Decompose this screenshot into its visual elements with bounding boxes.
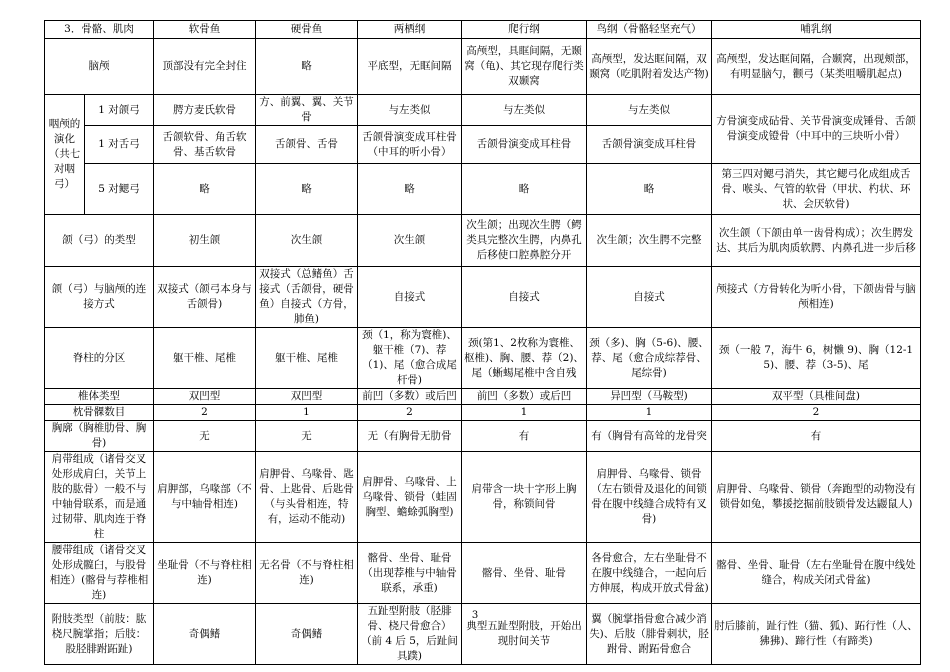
- table-cell: 有: [462, 421, 587, 452]
- header-cell: 鸟纲（骨骼轻坚充气）: [587, 21, 712, 39]
- table-cell: 2: [358, 405, 462, 421]
- table-row: [45, 328, 921, 389]
- table-cell: 与左类似: [587, 95, 712, 126]
- header-cell: 哺乳纲: [712, 21, 921, 39]
- table-cell: 躯干椎、尾椎: [256, 328, 358, 389]
- header-cell: 两栖纲: [358, 21, 462, 39]
- table-cell: 颈（一般 7，海牛 6，树懒 9)、胸（12-15)、腰、荐（3-5)、尾: [712, 328, 921, 389]
- table-row: [45, 543, 921, 604]
- table-cell: 髂骨、坐骨、耻骨（出现荐椎与中轴骨联系，承重): [358, 543, 462, 604]
- table-cell: 略: [358, 164, 462, 215]
- header-row: [45, 21, 921, 39]
- table-cell: 双平型（具椎间盘): [712, 389, 921, 405]
- table-cell: 颈（1，称为寰椎)、躯干椎（7)、荐（1)、尾（愈合成尾杆骨): [358, 328, 462, 389]
- row-label: 颌（弓）与脑颅的连接方式: [45, 267, 154, 328]
- table-cell: 1: [587, 405, 712, 421]
- table-cell: 腭方麦氏软骨: [154, 95, 256, 126]
- table-cell: 有: [712, 421, 921, 452]
- table-cell: 双凹型: [256, 389, 358, 405]
- row-label: 1 对颌弓: [85, 95, 154, 126]
- table-cell: 自接式: [462, 267, 587, 328]
- table-row: [45, 452, 921, 543]
- table-cell: 双接式（颌弓本身与舌颌骨): [154, 267, 256, 328]
- table-cell: 双接式（总鳍鱼）舌接式（舌颌骨，硬骨鱼）自接式（方骨，肺鱼): [256, 267, 358, 328]
- table-cell: 高颅型，发达眶间隔，双颞窝（吃肌附着发达产物): [587, 39, 712, 95]
- row-label: 腰带组成（诸骨交叉处形成髋臼，与股骨相连）(髂骨与荐椎相连): [45, 543, 154, 604]
- table-cell: 第三四对鳃弓消失，其它鳃弓化成组成舌骨、喉头、气管的软骨（甲状、杓状、环状、会厌软骨): [712, 164, 921, 215]
- table-cell: 高颅型，发达眶间隔，合颞窝，出现颊部，有明显脑勺，颧弓（某类咀嚼肌起点): [712, 39, 921, 95]
- header-cell: 3．骨骼、肌肉: [45, 21, 154, 39]
- table-cell: 无: [256, 421, 358, 452]
- table-cell: 五趾型附肢（胫腓骨、桡尺骨愈合）（前 4 后 5，后趾间具蹼): [358, 604, 462, 665]
- table-cell: 奇偶鳍: [256, 604, 358, 665]
- table-cell: 舌颌骨演变成耳柱骨: [462, 126, 587, 164]
- table-cell: 1: [256, 405, 358, 421]
- row-label: 椎体类型: [45, 389, 154, 405]
- table-cell: 典型五趾型附肢，开始出现肘间关节: [462, 604, 587, 665]
- table-cell: 2: [154, 405, 256, 421]
- table-cell: 肩胛部，乌喙部（不与中轴骨相连): [154, 452, 256, 543]
- table-cell: 肘后膝前，趾行性（猫、狐)、跖行性（人、狒狒)、蹄行性（有蹄类): [712, 604, 921, 665]
- table-cell: 次生颌；出现次生腭（鳄类具完整次生腭，内鼻孔后移使口腔鼻腔分开: [462, 215, 587, 267]
- table-cell: 双凹型: [154, 389, 256, 405]
- row-label: 5 对鳃弓: [85, 164, 154, 215]
- table-cell: 舌颌骨演变成耳柱骨（中耳的听小骨）: [358, 126, 462, 164]
- table-cell: 肩胛骨、乌喙骨、锁骨（奔跑型的动物没有锁骨如兔，攀援挖掘前肢锁骨发达鼹鼠人): [712, 452, 921, 543]
- table-cell: 略: [256, 164, 358, 215]
- table-cell: 次生颌: [256, 215, 358, 267]
- table-row: [45, 164, 921, 215]
- table-cell: 略: [256, 39, 358, 95]
- table-cell: 肩胛骨、乌喙骨、锁骨（左右锁骨及退化的间锁骨在腹中线缝合成特有叉骨): [587, 452, 712, 543]
- table-cell: 躯干椎、尾椎: [154, 328, 256, 389]
- table-cell: 无名骨（不与脊柱相连): [256, 543, 358, 604]
- table-cell: 略: [462, 164, 587, 215]
- table-row: [45, 215, 921, 267]
- skeleton-comparison-table: [44, 20, 921, 665]
- header-cell: 软骨鱼: [154, 21, 256, 39]
- table-cell: 自接式: [587, 267, 712, 328]
- table-cell: 舌颌软骨、角舌软骨、基舌软骨: [154, 126, 256, 164]
- table-row: [45, 39, 921, 95]
- row-label: 颌（弓）的类型: [45, 215, 154, 267]
- table-cell: 平底型，无眶间隔: [358, 39, 462, 95]
- table-cell: 次生颌；次生腭不完整: [587, 215, 712, 267]
- table-cell: 顶部没有完全封住: [154, 39, 256, 95]
- table-cell: 次生颌（下颌由单一齿骨构成）；次生腭发达、其后为肌肉质软腭、内鼻孔进一步后移: [712, 215, 921, 267]
- header-cell: 硬骨鱼: [256, 21, 358, 39]
- table-cell: 前凹（多数）或后凹: [358, 389, 462, 405]
- table-cell: 肩带含一块十字形上胸骨，称锁间骨: [462, 452, 587, 543]
- row-label: 肩带组成（诸骨交叉处形成肩臼，关节上肢的肱骨）一般不与中轴骨联系，而是通过韧带、肌肉连于脊柱: [45, 452, 154, 543]
- row-label: 枕骨髁数目: [45, 405, 154, 421]
- table-cell: 坐耻骨（不与脊柱相连): [154, 543, 256, 604]
- table-cell: 2: [712, 405, 921, 421]
- table-cell: 方骨演变成砧骨、关节骨演变成锤骨、舌颌骨演变成镫骨（中耳中的三块听小骨）: [712, 95, 921, 164]
- table-cell: 舌颌骨演变成耳柱骨: [587, 126, 712, 164]
- table-cell: 髂骨、坐骨、耻骨（左右坐耻骨在腹中线处缝合，构成关闭式骨盆): [712, 543, 921, 604]
- table-cell: 与左类似: [462, 95, 587, 126]
- table-cell: 次生颌: [358, 215, 462, 267]
- table-cell: 翼（腕掌指骨愈合减少消失)、后肢（腓骨刺状，胫跗骨、跗跖骨愈合: [587, 604, 712, 665]
- table-cell: 与左类似: [358, 95, 462, 126]
- table-cell: 颅接式（方骨转化为听小骨，下颌齿骨与脑颅相连): [712, 267, 921, 328]
- table-row: [45, 421, 921, 452]
- table-cell: 异凹型（马鞍型): [587, 389, 712, 405]
- row-label: 脊柱的分区: [45, 328, 154, 389]
- table-cell: 有（胸骨有高耸的龙骨突: [587, 421, 712, 452]
- table-row: [45, 405, 921, 421]
- table-cell: 各骨愈合，左右坐耻骨不在腹中线缝合，一起向后方伸展，构成开放式骨盆): [587, 543, 712, 604]
- table-cell: 高颅型，具眶间隔，无颞窝（龟)、其它现存爬行类双颞窝: [462, 39, 587, 95]
- table-cell: 髂骨、坐骨、耻骨: [462, 543, 587, 604]
- table-cell: 颈（多)、胸（5-6)、腰、荐、尾（愈合成综荐骨、尾综骨): [587, 328, 712, 389]
- row-label: 胸廓（胸椎肋骨、胸骨): [45, 421, 154, 452]
- table-cell: 舌颌骨、舌骨: [256, 126, 358, 164]
- table-cell: 略: [587, 164, 712, 215]
- table-cell: 肩胛骨、乌喙骨、匙骨、上匙骨、后匙骨（与头骨相连，特有，运动不能动): [256, 452, 358, 543]
- table-cell: 颈(第1、2枚称为寰椎、枢椎)、胸、腰、荐（2)、尾（蜥蜴尾椎中含自残: [462, 328, 587, 389]
- table-cell: 无（有胸骨无肋骨: [358, 421, 462, 452]
- table-cell: 略: [154, 164, 256, 215]
- table-cell: 初生颌: [154, 215, 256, 267]
- table-cell: 自接式: [358, 267, 462, 328]
- table-row: [45, 389, 921, 405]
- row-group-label: 咽颅的演化（共七对咽弓）: [45, 95, 85, 215]
- table-row: [45, 95, 921, 126]
- table-cell: 方、前翼、翼、关节骨: [256, 95, 358, 126]
- table-cell: 肩胛骨、乌喙骨、上乌喙骨、锁骨（蛙固胸型、蟾蜍弧胸型): [358, 452, 462, 543]
- table-row: [45, 267, 921, 328]
- table-cell: 1: [462, 405, 587, 421]
- table-cell: 无: [154, 421, 256, 452]
- header-cell: 爬行纲: [462, 21, 587, 39]
- row-label: 附肢类型（前肢：肱桡尺腕掌指；后肢：股胫腓跗跖趾): [45, 604, 154, 665]
- row-label: 1 对舌弓: [85, 126, 154, 164]
- table-cell: 奇偶鳍: [154, 604, 256, 665]
- page-number: 3: [471, 610, 479, 621]
- table-cell: 前凹（多数）或后凹: [462, 389, 587, 405]
- row-label: 脑颅: [45, 39, 154, 95]
